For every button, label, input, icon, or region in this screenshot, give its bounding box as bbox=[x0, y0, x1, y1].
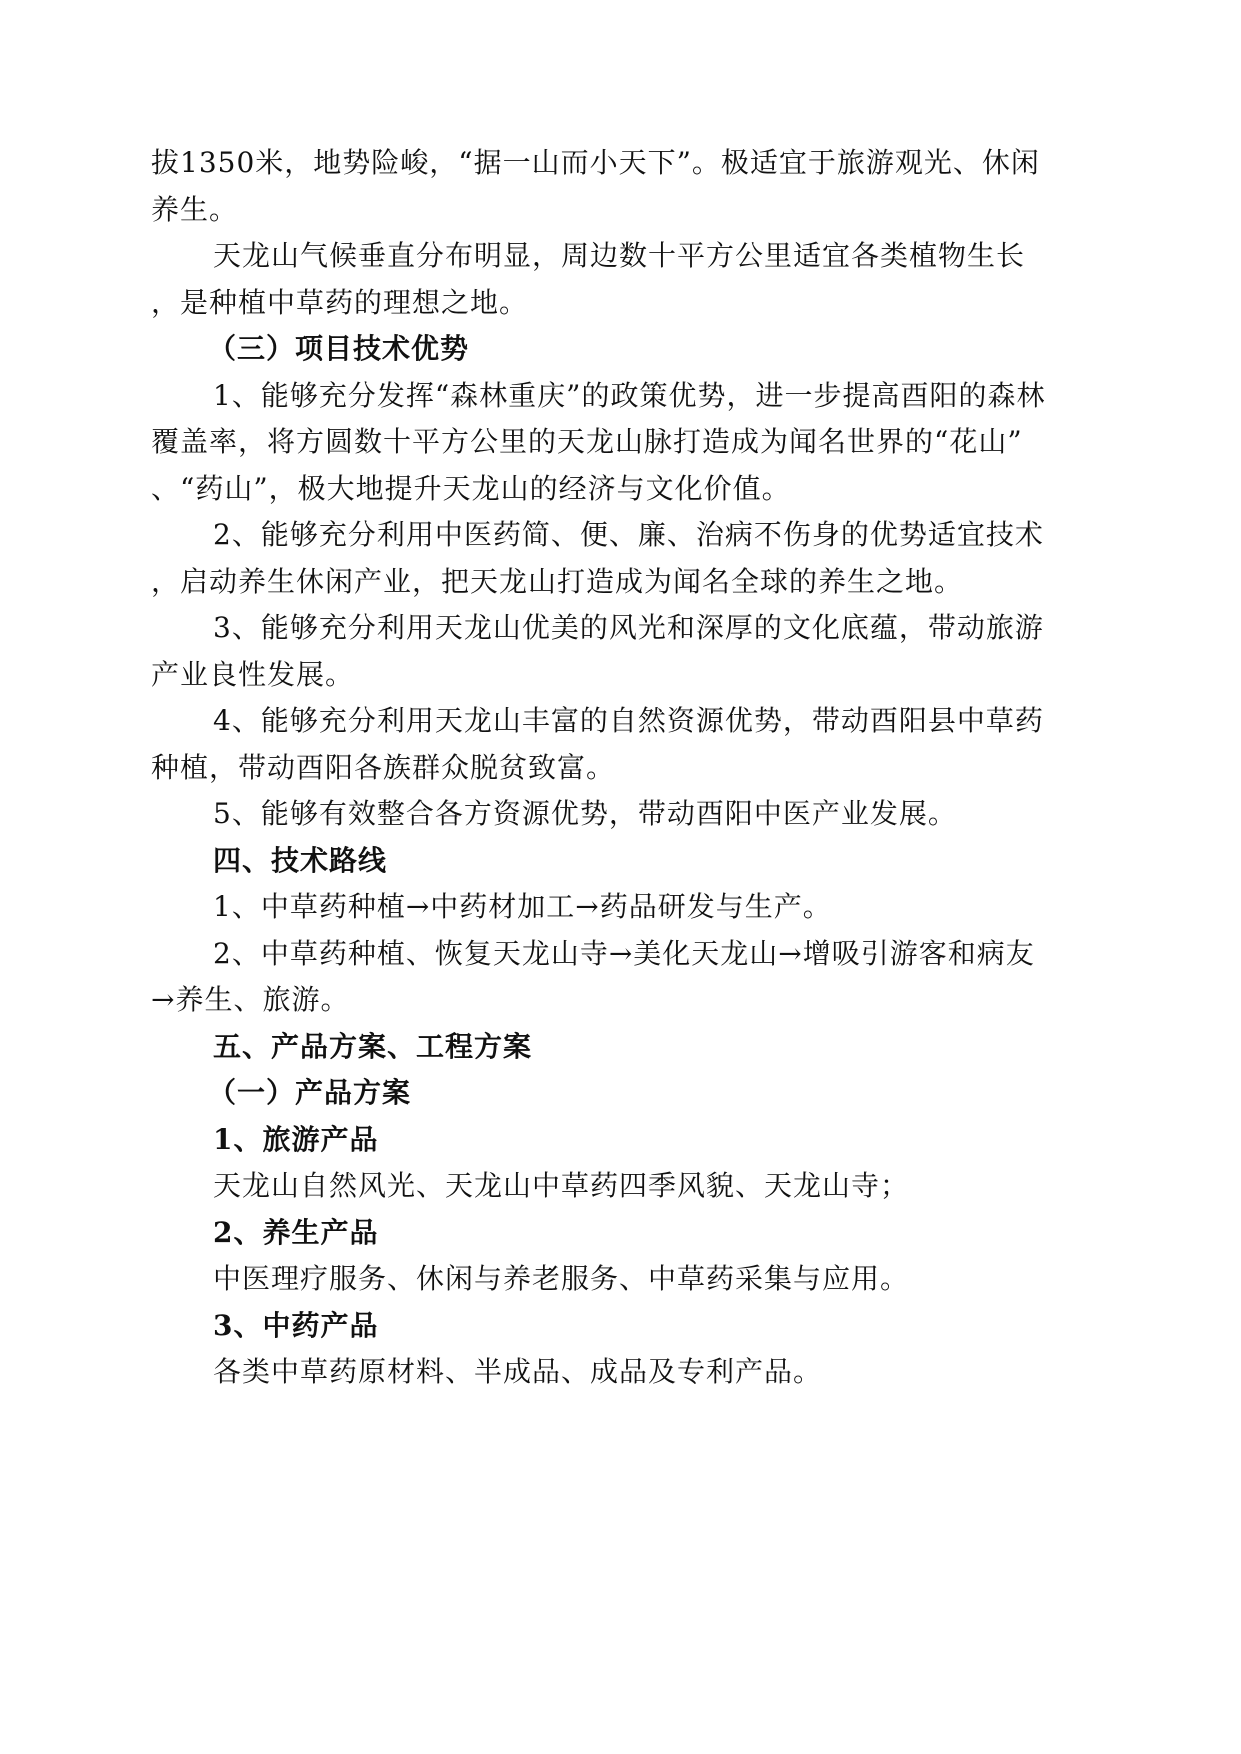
paragraph-line: 养生。 bbox=[151, 193, 239, 226]
section-heading: （一）产品方案 bbox=[208, 1076, 412, 1109]
paragraph-line: ，启动养生休闲产业，把天龙山打造成为闻名全球的养生之地。 bbox=[151, 565, 964, 598]
section-heading: 四、技术路线 bbox=[213, 844, 388, 877]
paragraph-line: 2、能够充分利用中医药简、便、廉、治病不伤身的优势适宜技术 bbox=[213, 518, 1044, 551]
paragraph-line: 4、能够充分利用天龙山丰富的自然资源优势，带动酉阳县中草药 bbox=[213, 704, 1044, 737]
paragraph-line: 3、能够充分利用天龙山优美的风光和深厚的文化底蕴，带动旅游 bbox=[213, 611, 1044, 644]
paragraph-line: 中医理疗服务、休闲与养老服务、中草药采集与应用。 bbox=[213, 1262, 910, 1295]
paragraph-line: 天龙山气候垂直分布明显，周边数十平方公里适宜各类植物生长 bbox=[213, 239, 1026, 272]
paragraph-line: 各类中草药原材料、半成品、成品及专利产品。 bbox=[213, 1355, 823, 1388]
section-heading: 五、产品方案、工程方案 bbox=[213, 1030, 533, 1063]
paragraph-line: 1、中草药种植→中药材加工→药品研发与生产。 bbox=[213, 890, 832, 923]
paragraph-line: ，是种植中草药的理想之地。 bbox=[151, 286, 529, 319]
paragraph-line: 天龙山自然风光、天龙山中草药四季风貌、天龙山寺； bbox=[213, 1169, 910, 1202]
paragraph-line: 1、能够充分发挥“森林重庆”的政策优势，进一步提高酉阳的森林 bbox=[213, 379, 1046, 412]
item-heading: 2、养生产品 bbox=[213, 1216, 379, 1249]
item-heading: 1、旅游产品 bbox=[213, 1123, 379, 1156]
paragraph-line: 2、中草药种植、恢复天龙山寺→美化天龙山→增吸引游客和病友 bbox=[213, 937, 1035, 970]
section-heading: （三）项目技术优势 bbox=[208, 332, 470, 365]
paragraph-line: 拔1350米，地势险峻，“据一山而小天下”。极适宜于旅游观光、休闲 bbox=[151, 146, 1040, 179]
paragraph-line: 5、能够有效整合各方资源优势，带动酉阳中医产业发展。 bbox=[213, 797, 957, 830]
paragraph-line: 覆盖率，将方圆数十平方公里的天龙山脉打造成为闻名世界的“花山” bbox=[151, 425, 1023, 458]
paragraph-line: 产业良性发展。 bbox=[151, 658, 355, 691]
paragraph-line: 、“药山”，极大地提升天龙山的经济与文化价值。 bbox=[151, 472, 791, 505]
item-heading: 3、中药产品 bbox=[213, 1309, 379, 1342]
paragraph-line: 种植，带动酉阳各族群众脱贫致富。 bbox=[151, 751, 616, 784]
paragraph-line: →养生、旅游。 bbox=[151, 983, 350, 1016]
